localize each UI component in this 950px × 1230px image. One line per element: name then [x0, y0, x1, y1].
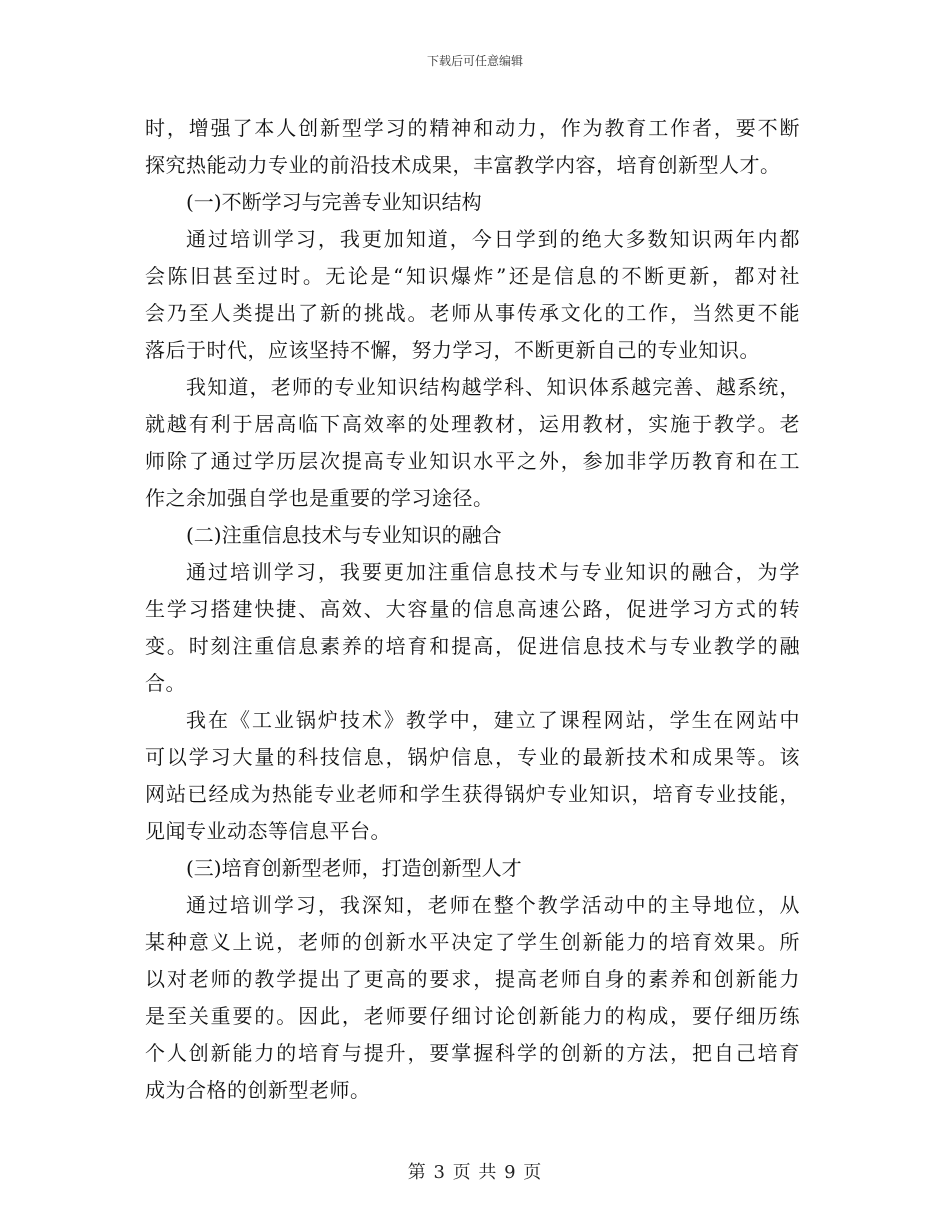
text-line: 师除了通过学历层次提高专业知识水平之外，参加非学历教育和在工	[145, 449, 800, 473]
text-line: 可以学习大量的科技信息，锅炉信息，专业的最新技术和成果等。该	[145, 745, 800, 769]
text-line: 以对老师的教学提出了更高的要求，提高老师自身的素养和创新能力	[145, 967, 800, 991]
text-line: 成为合格的创新型老师。	[145, 1078, 371, 1102]
page-header: 下载后可任意编辑	[426, 54, 523, 68]
text-line: 落后于时代，应该坚持不懈，努力学习，不断更新自己的专业知识。	[145, 338, 760, 362]
text-line: 通过培训学习，我更加知道，今日学到的绝大多数知识两年内都	[186, 227, 800, 251]
text-line: 会陈旧甚至过时。无论是“知识爆炸”还是信息的不断更新，都对社	[145, 264, 800, 288]
text-line: 个人创新能力的培育与提升，要掌握科学的创新的方法，把自己培育	[145, 1041, 800, 1065]
text-line: 我在《工业锅炉技术》教学中，建立了课程网站，学生在网站中	[186, 708, 800, 732]
page-footer: 第 3 页 共 9 页	[407, 1162, 543, 1183]
text-line: 我知道，老师的专业知识结构越学科、知识体系越完善、越系统，	[186, 375, 800, 399]
text-line: 某种意义上说，老师的创新水平决定了学生创新能力的培育效果。所	[145, 930, 800, 954]
text-line: 就越有利于居高临下高效率的处理教材，运用教材，实施于教学。老	[145, 412, 800, 436]
section-heading: (三)培育创新型老师，打造创新型人才	[186, 856, 522, 880]
text-line: 时，增强了本人创新型学习的精神和动力，作为教育工作者，要不断	[145, 116, 800, 140]
text-line: 见闻专业动态等信息平台。	[145, 819, 391, 843]
text-line: 网站已经成为热能专业老师和学生获得锅炉专业知识，培育专业技能，	[145, 782, 800, 806]
text-line: 变。时刻注重信息素养的培育和提高，促进信息技术与专业教学的融	[145, 634, 800, 658]
text-line: 通过培训学习，我要更加注重信息技术与专业知识的融合，为学	[186, 560, 800, 584]
text-line: 通过培训学习，我深知，老师在整个教学活动中的主导地位，从	[186, 893, 800, 917]
text-line: 是至关重要的。因此，老师要仔细讨论创新能力的构成，要仔细历练	[145, 1004, 800, 1028]
section-heading: (二)注重信息技术与专业知识的融合	[186, 523, 502, 547]
text-line: 作之余加强自学也是重要的学习途径。	[145, 486, 494, 510]
section-heading: (一)不断学习与完善专业知识结构	[186, 190, 482, 214]
text-line: 探究热能动力专业的前沿技术成果，丰富教学内容，培育创新型人才。	[145, 153, 781, 177]
text-line: 会乃至人类提出了新的挑战。老师从事传承文化的工作，当然更不能	[145, 301, 800, 325]
text-line: 合。	[145, 671, 186, 695]
body-text	[145, 110, 800, 1109]
text-line: 生学习搭建快捷、高效、大容量的信息高速公路，促进学习方式的转	[145, 597, 800, 621]
